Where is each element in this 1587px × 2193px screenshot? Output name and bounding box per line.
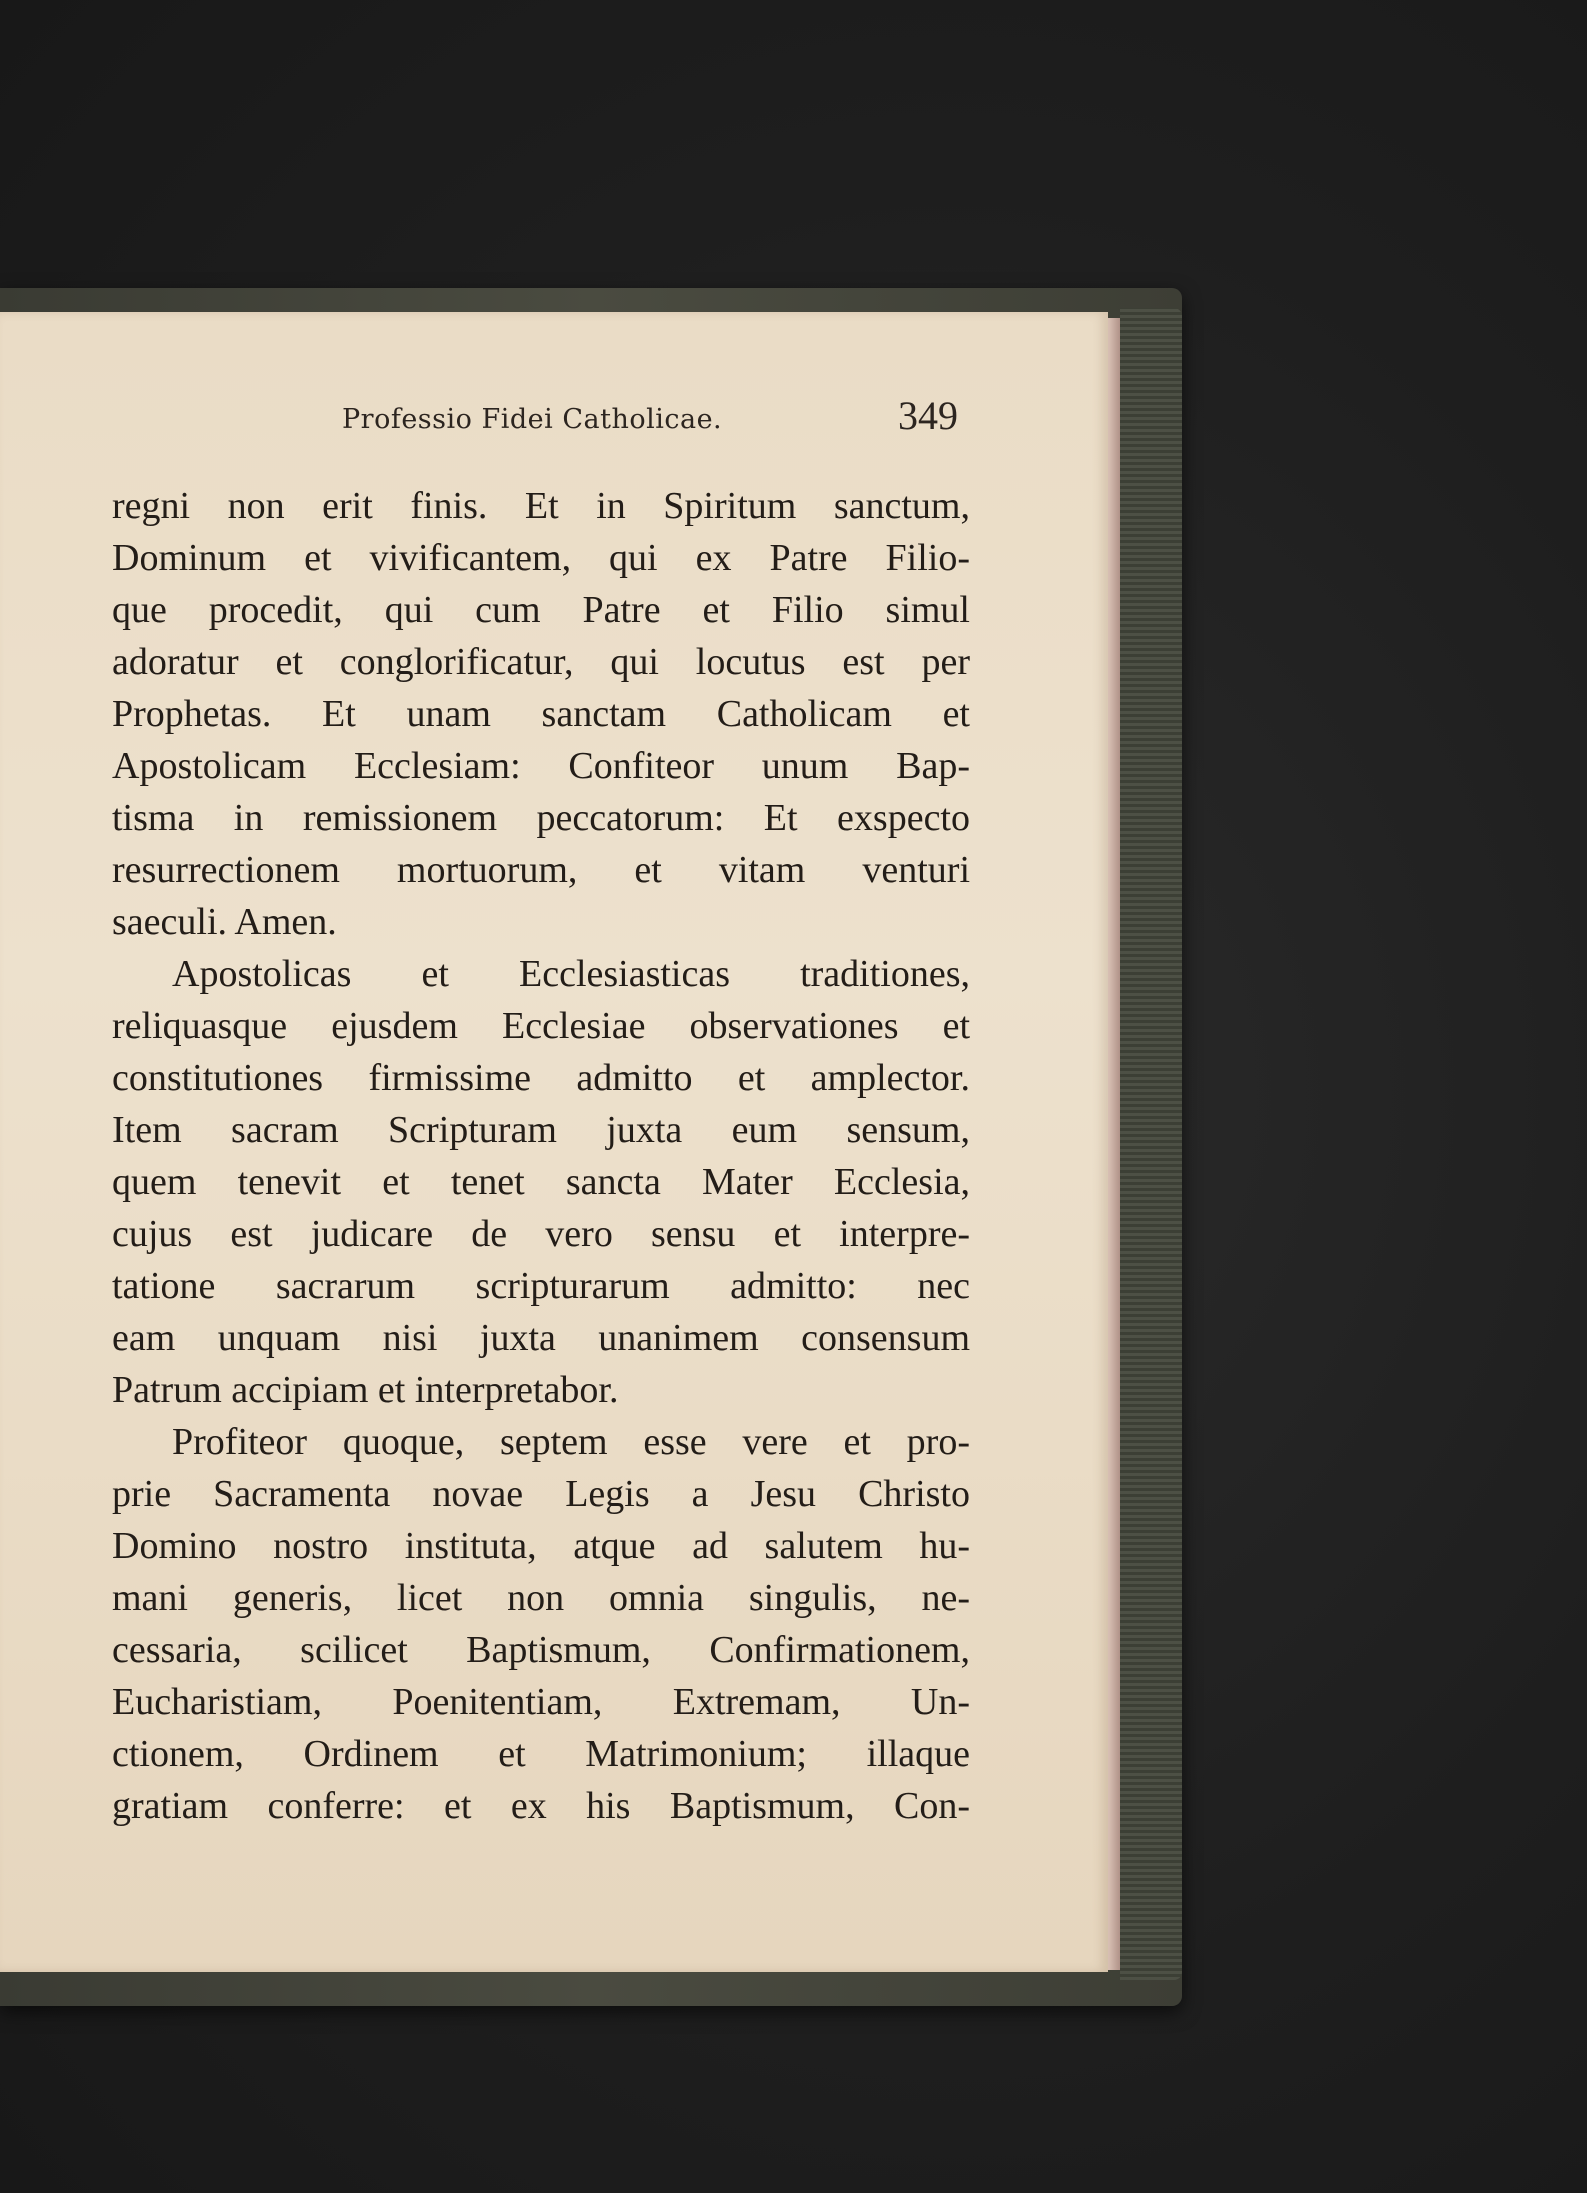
text-line: gratiam conferre: et ex his Baptismum, Con- bbox=[112, 1785, 970, 1827]
text-line-paragraph-start: Profiteor quoque, septem esse vere et pro- bbox=[172, 1421, 970, 1463]
text-line: que procedit, qui cum Patre et Filio simul bbox=[112, 589, 970, 631]
text-line: prie Sacramenta novae Legis a Jesu Christo bbox=[112, 1473, 970, 1515]
text-line: Prophetas. Et unam sanctam Catholicam et bbox=[112, 693, 970, 735]
text-line: resurrectionem mortuorum, et vitam venturi bbox=[112, 849, 970, 891]
text-line: Eucharistiam, Poenitentiam, Extremam, Un- bbox=[112, 1681, 970, 1723]
book-binding-edge bbox=[1120, 308, 1182, 1980]
text-line: mani generis, licet non omnia singulis, ne- bbox=[112, 1577, 970, 1619]
page-number: 349 bbox=[898, 393, 958, 438]
text-line: adoratur et conglorificatur, qui locutus est per bbox=[112, 641, 970, 683]
text-line: Item sacram Scripturam juxta eum sensum, bbox=[112, 1109, 970, 1151]
text-line: reliquasque ejusdem Ecclesiae observationes et bbox=[112, 1005, 970, 1047]
text-line: tisma in remissionem peccatorum: Et exspecto bbox=[112, 797, 970, 839]
text-line: saeculi. Amen. bbox=[112, 901, 337, 943]
text-line: tatione sacrarum scripturarum admitto: nec bbox=[112, 1265, 970, 1307]
text-line: cessaria, scilicet Baptismum, Confirmationem, bbox=[112, 1629, 970, 1671]
text-line: Domino nostro instituta, atque ad salutem hu- bbox=[112, 1525, 970, 1567]
text-line: quem tenevit et tenet sancta Mater Ecclesia, bbox=[112, 1161, 970, 1203]
text-line: Apostolicam Ecclesiam: Confiteor unum Bap- bbox=[112, 745, 970, 787]
page-header bbox=[0, 392, 1108, 452]
text-line: Dominum et vivificantem, qui ex Patre Filio- bbox=[112, 537, 970, 579]
text-line: Patrum accipiam et interpretabor. bbox=[112, 1369, 619, 1411]
body-text bbox=[112, 480, 970, 1832]
text-line: cujus est judicare de vero sensu et interpre- bbox=[112, 1213, 970, 1255]
running-title: Professio Fidei Catholicae. bbox=[342, 404, 723, 435]
book-page bbox=[0, 312, 1108, 1972]
text-line: eam unquam nisi juxta unanimem consensum bbox=[112, 1317, 970, 1359]
text-line: constitutiones firmissime admitto et amplector. bbox=[112, 1057, 970, 1099]
text-line: regni non erit finis. Et in Spiritum sanctum, bbox=[112, 485, 970, 527]
text-line-paragraph-start: Apostolicas et Ecclesiasticas traditiones, bbox=[172, 953, 970, 995]
text-line: ctionem, Ordinem et Matrimonium; illaque bbox=[112, 1733, 970, 1775]
